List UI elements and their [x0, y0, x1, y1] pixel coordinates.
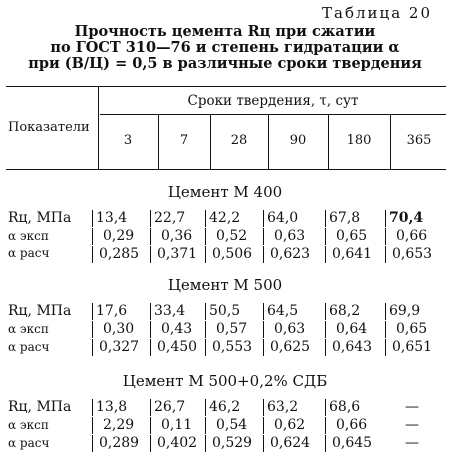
row-label: α расч: [8, 246, 50, 260]
header-day: 180: [346, 133, 372, 148]
table-cell: 67,8: [325, 210, 360, 227]
row-label: α расч: [8, 340, 50, 354]
row-label: α эксп: [8, 418, 49, 432]
table-cell: 0,623: [263, 246, 310, 263]
table-cell: 26,7: [150, 399, 185, 416]
table-cell: 0,625: [263, 339, 310, 356]
table-cell: 68,2: [325, 303, 360, 320]
header-day: 90: [289, 133, 307, 148]
header-top-rule: [6, 86, 446, 87]
caption-line-2: по ГОСТ 310—76 и степень гидратации α: [50, 39, 400, 56]
row-label: Rц, МПа: [8, 399, 72, 415]
row-label: Rц, МПа: [8, 303, 72, 319]
header-day: 365: [406, 133, 432, 148]
table-cell: 0,402: [150, 435, 197, 452]
table-cell: 0,651: [385, 339, 432, 356]
table-cell: 0,54: [205, 417, 247, 434]
section-title: Цемент М 400: [167, 183, 283, 201]
table-cell: —: [405, 435, 419, 451]
table-cell: 22,7: [150, 210, 185, 227]
table-cell: 64,0: [263, 210, 298, 227]
header-day: 3: [123, 133, 133, 148]
header-bottom-rule: [6, 169, 446, 170]
header-period-title: Сроки твердения, τ, сут: [187, 93, 359, 109]
table-cell: 0,641: [325, 246, 372, 263]
caption-line-1: Прочность цемента Rц при сжатии: [74, 23, 376, 40]
table-cell: 68,6: [325, 399, 360, 416]
table-cell: 63,2: [263, 399, 298, 416]
table-cell: 0,63: [263, 228, 305, 245]
table-cell: 0,327: [92, 339, 139, 356]
section-title: Цемент М 500+0,2% СДБ: [122, 372, 328, 390]
row-label: α эксп: [8, 229, 49, 243]
table-cell: 0,645: [325, 435, 372, 452]
table-cell: 2,29: [92, 417, 134, 434]
header-divider: [98, 86, 99, 169]
table-cell: 42,2: [205, 210, 240, 227]
table-cell: 0,643: [325, 339, 372, 356]
table-cell: 0,29: [92, 228, 134, 245]
table-cell: 13,8: [92, 399, 127, 416]
table-cell: —: [405, 399, 419, 415]
table-caption: [0, 24, 450, 72]
table-cell: 0,63: [263, 321, 305, 338]
header-mid-rule: [100, 114, 446, 115]
table-cell: 0,529: [205, 435, 252, 452]
table-cell: 33,4: [150, 303, 185, 320]
table-cell: 0,450: [150, 339, 197, 356]
table-cell: 0,52: [205, 228, 247, 245]
row-label: Rц, МПа: [8, 210, 72, 226]
table-cell: 0,66: [325, 417, 367, 434]
table-cell: 0,11: [150, 417, 192, 434]
table-cell: 0,285: [92, 246, 139, 263]
table-cell: 0,506: [205, 246, 252, 263]
table-cell: 64,5: [263, 303, 298, 320]
table-cell: 0,57: [205, 321, 247, 338]
row-label: α расч: [8, 436, 50, 450]
table-cell: 50,5: [205, 303, 240, 320]
header-day: 28: [230, 133, 248, 148]
table-cell: 0,289: [92, 435, 139, 452]
table-cell: 0,43: [150, 321, 192, 338]
caption-line-3: при (В/Ц) = 0,5 в различные сроки твердения: [28, 55, 422, 72]
header-indicators-label: Показатели: [8, 120, 90, 135]
table-cell: 0,653: [385, 246, 432, 263]
table-cell: 70,4: [385, 210, 423, 227]
table-cell: 13,4: [92, 210, 127, 227]
table-cell: 0,62: [263, 417, 305, 434]
table-cell: 0,30: [92, 321, 134, 338]
table-cell: 0,65: [385, 321, 427, 338]
table-cell: 69,9: [385, 303, 420, 320]
table-cell: 0,65: [325, 228, 367, 245]
table-cell: 0,553: [205, 339, 252, 356]
table-cell: 0,64: [325, 321, 367, 338]
table-cell: 0,36: [150, 228, 192, 245]
header-day: 7: [179, 133, 189, 148]
table-cell: 0,66: [385, 228, 427, 245]
table-cell: —: [405, 417, 419, 433]
section-title: Цемент М 500: [167, 276, 283, 294]
table-cell: 17,6: [92, 303, 127, 320]
table-cell: 0,624: [263, 435, 310, 452]
table-cell: 0,371: [150, 246, 197, 263]
table-cell: 46,2: [205, 399, 240, 416]
row-label: α эксп: [8, 322, 49, 336]
table-number: Таблица 20: [322, 4, 432, 22]
